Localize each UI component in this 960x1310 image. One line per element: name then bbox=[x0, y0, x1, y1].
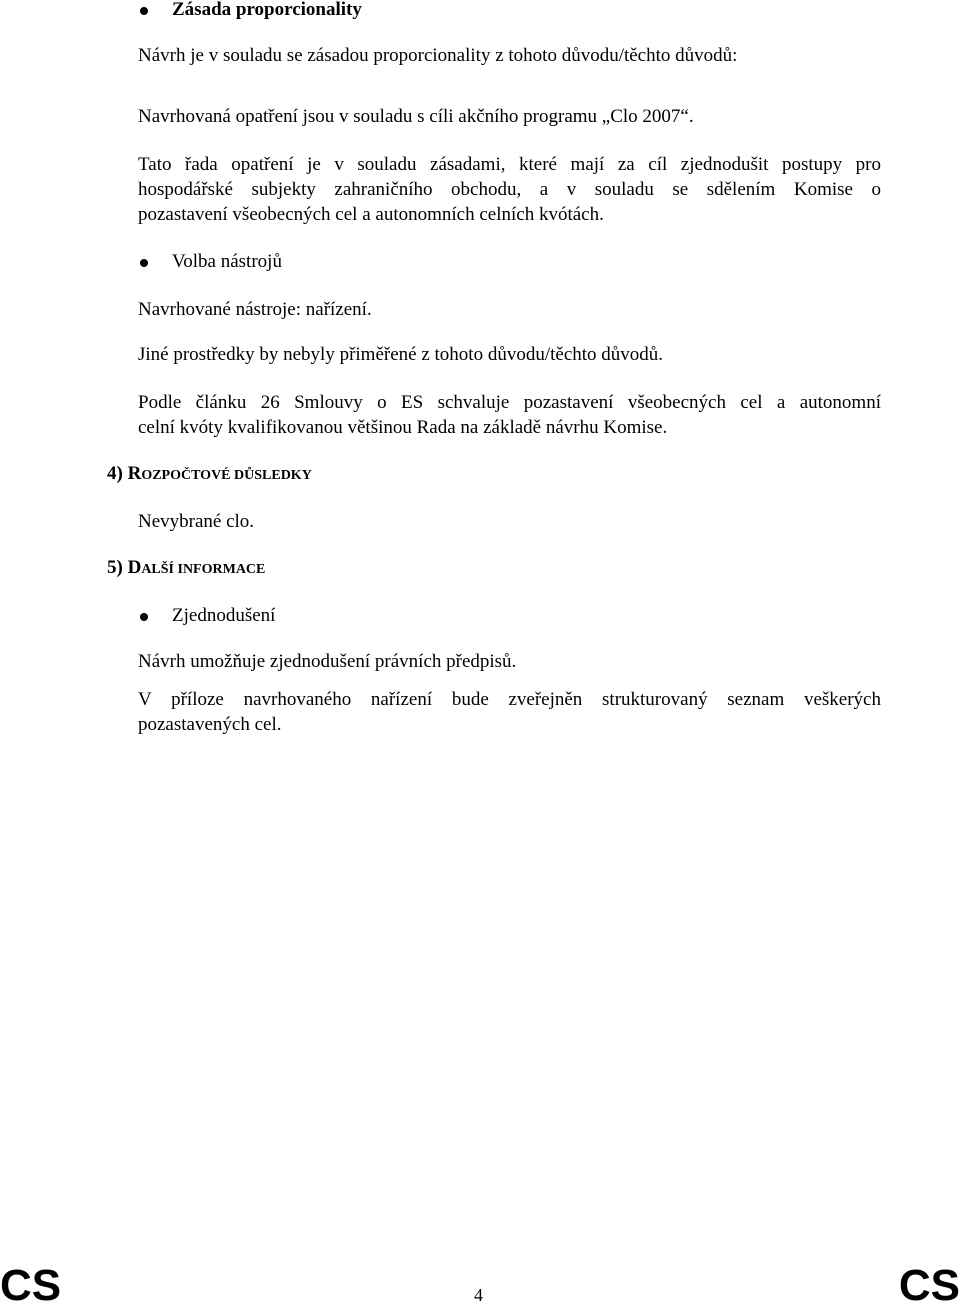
section-title-initial: D bbox=[127, 557, 142, 578]
section-heading-further bbox=[107, 556, 265, 582]
instruments-paragraph-3-line-1: Podle článku 26 Smlouvy o ES schvaluje pozastavení všeobecných cel a autonomní bbox=[138, 392, 881, 413]
instruments-paragraph-3-line-2: celní kvóty kvalifikovanou většinou Rada na základě návrhu Komise. bbox=[138, 417, 668, 438]
section-title-rest: ALŠÍ INFORMACE bbox=[141, 562, 266, 577]
section-title-initial: R bbox=[127, 463, 142, 484]
proportionality-paragraph-3-line-3: pozastavení všeobecných cel a autonomních celních kvótách. bbox=[138, 204, 604, 225]
further-paragraph-2-line-1: V příloze navrhovaného nařízení bude zveřejněn strukturovaný seznam veškerých bbox=[138, 689, 881, 710]
further-paragraph-1: Návrh umožňuje zjednodušení právních předpisů. bbox=[138, 651, 517, 672]
bullet-icon bbox=[140, 613, 148, 621]
bullet-icon bbox=[140, 259, 148, 267]
section-heading-budget bbox=[107, 462, 312, 488]
proportionality-paragraph-1: Návrh je v souladu se zásadou proporcionality z tohoto důvodu/těchto důvodů: bbox=[138, 45, 738, 66]
proportionality-paragraph-3-line-2: hospodářské subjekty zahraničního obchodu, a v souladu se sdělením Komise o bbox=[138, 179, 881, 200]
section-title-rest: OZPOČTOVÉ DŮSLEDKY bbox=[141, 468, 312, 483]
budget-paragraph: Nevybrané clo. bbox=[138, 511, 255, 532]
page-number: 4 bbox=[474, 1285, 483, 1305]
proportionality-paragraph-3-line-1: Tato řada opatření je v souladu zásadami, které mají za cíl zjednodušit postupy pro bbox=[138, 154, 881, 175]
further-paragraph-2-line-2: pozastavených cel. bbox=[138, 714, 282, 735]
section-heading-proportionality: Zásada proporcionality bbox=[172, 0, 362, 20]
subheading-simplification: Zjednodušení bbox=[172, 605, 276, 626]
instruments-paragraph-2: Jiné prostředky by nebyly přiměřené z tohoto důvodu/těchto důvodů. bbox=[138, 344, 664, 365]
section-number: 4) bbox=[107, 463, 123, 484]
section-heading-instruments: Volba nástrojů bbox=[172, 251, 282, 272]
proportionality-paragraph-2: Navrhovaná opatření jsou v souladu s cíli akčního programu „Clo 2007“. bbox=[138, 106, 694, 127]
footer-language-right: CS bbox=[898, 1261, 960, 1310]
instruments-paragraph-1: Navrhované nástroje: nařízení. bbox=[138, 299, 372, 320]
footer-language-left: CS bbox=[0, 1261, 62, 1310]
bullet-icon bbox=[140, 7, 148, 15]
section-number: 5) bbox=[107, 557, 123, 578]
